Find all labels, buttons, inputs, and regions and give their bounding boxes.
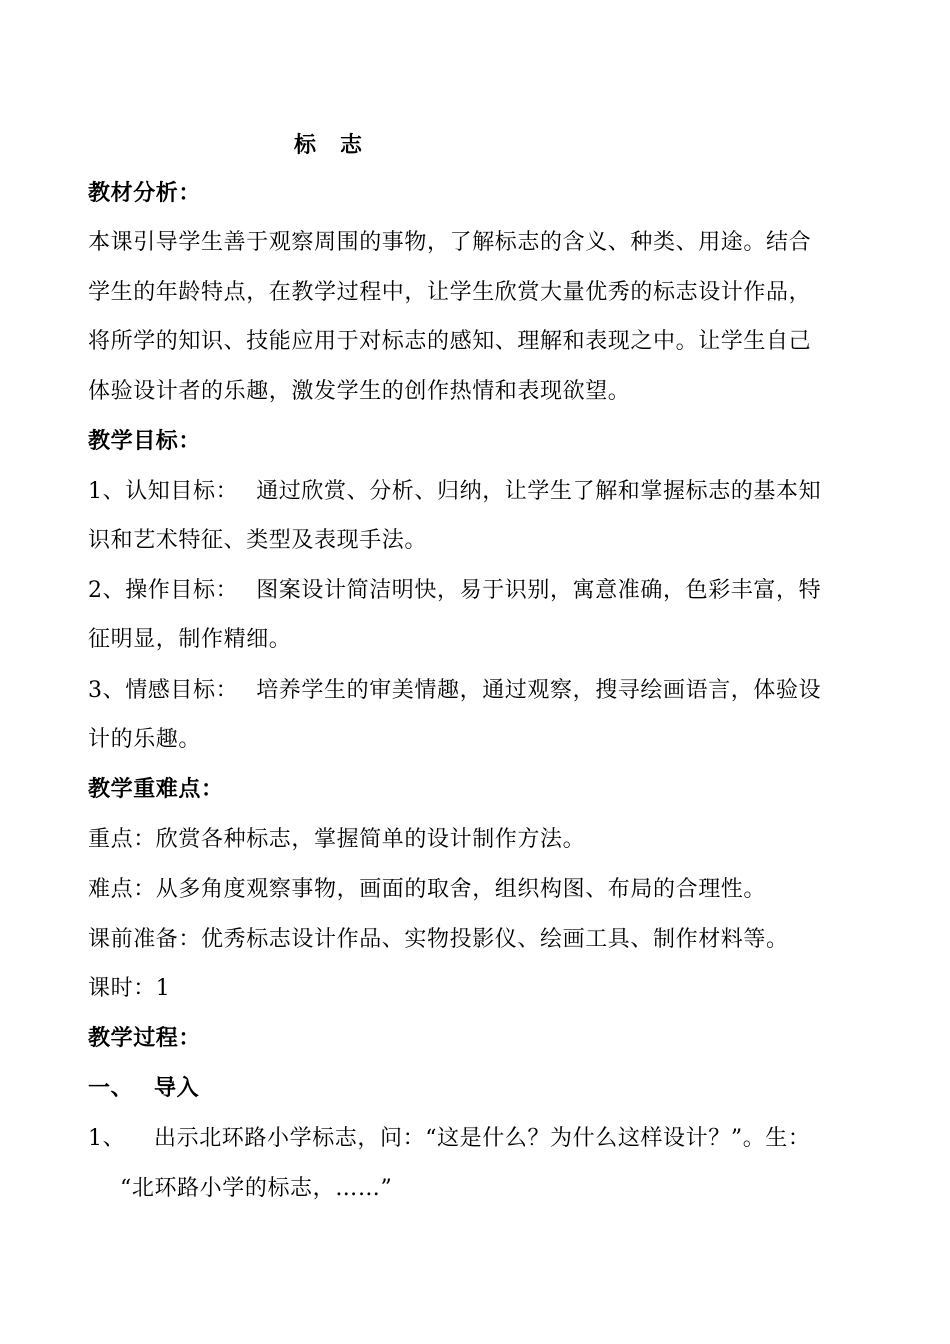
goal-text-continued: 识和艺术特征、类型及表现手法。 — [88, 528, 428, 553]
class-hours: 课时：1 — [88, 976, 171, 1001]
section-heading-teaching-goals: 教学目标： — [88, 429, 202, 454]
paragraph-line: 学生的年龄特点，在教学过程中，让学生欣赏大量优秀的标志设计作品， — [88, 280, 812, 305]
goal-text: 图案设计简洁明快，易于识别，寓意准确，色彩丰富，特 — [256, 578, 822, 603]
goal-label: 1、认知目标： — [88, 479, 239, 504]
goal-text: 通过欣赏、分析、归纳，让学生了解和掌握标志的基本知 — [256, 479, 822, 504]
goal-text-continued: 计的乐趣。 — [88, 727, 202, 752]
goal-text: 培养学生的审美情趣，通过观察，搜寻绘画语言，体验设 — [256, 678, 822, 703]
goal-label: 2、操作目标： — [88, 578, 239, 603]
paragraph-line: 本课引导学生善于观察周围的事物，了解标志的含义、种类、用途。结合 — [88, 230, 812, 255]
part-title: 导入 — [154, 1076, 200, 1101]
preparation: 课前准备：优秀标志设计作品、实物投影仪、绘画工具、制作材料等。 — [88, 927, 789, 952]
document-title: 标志 — [294, 133, 387, 158]
goal-item-emotional — [88, 677, 878, 705]
goal-item-operation — [88, 577, 878, 605]
step-text: 出示北环路小学标志，问：“这是什么？为什么这样设计？”。生： — [154, 1126, 811, 1151]
difficulty-point: 难点：从多角度观察事物，画面的取舍，组织构图、布局的合理性。 — [88, 877, 767, 902]
step-text-continued: “北环路小学的标志，……” — [120, 1176, 393, 1201]
process-part-intro — [88, 1075, 878, 1103]
paragraph-line: 体验设计者的乐趣，激发学生的创作热情和表现欲望。 — [88, 379, 631, 404]
goal-label: 3、情感目标： — [88, 678, 239, 703]
paragraph-line: 将所学的知识、技能应用于对标志的感知、理解和表现之中。让学生自己 — [88, 329, 812, 354]
process-step — [88, 1125, 878, 1153]
section-heading-process: 教学过程： — [88, 1026, 202, 1051]
step-number: 1、 — [88, 1126, 126, 1151]
section-heading-key-points: 教学重难点： — [88, 777, 224, 802]
part-number: 一、 — [88, 1076, 134, 1101]
goal-text-continued: 征明显，制作精细。 — [88, 627, 292, 652]
goal-item-cognitive — [88, 478, 878, 506]
key-point: 重点：欣赏各种标志，掌握简单的设计制作方法。 — [88, 827, 586, 852]
section-heading-material-analysis: 教材分析： — [88, 181, 202, 206]
